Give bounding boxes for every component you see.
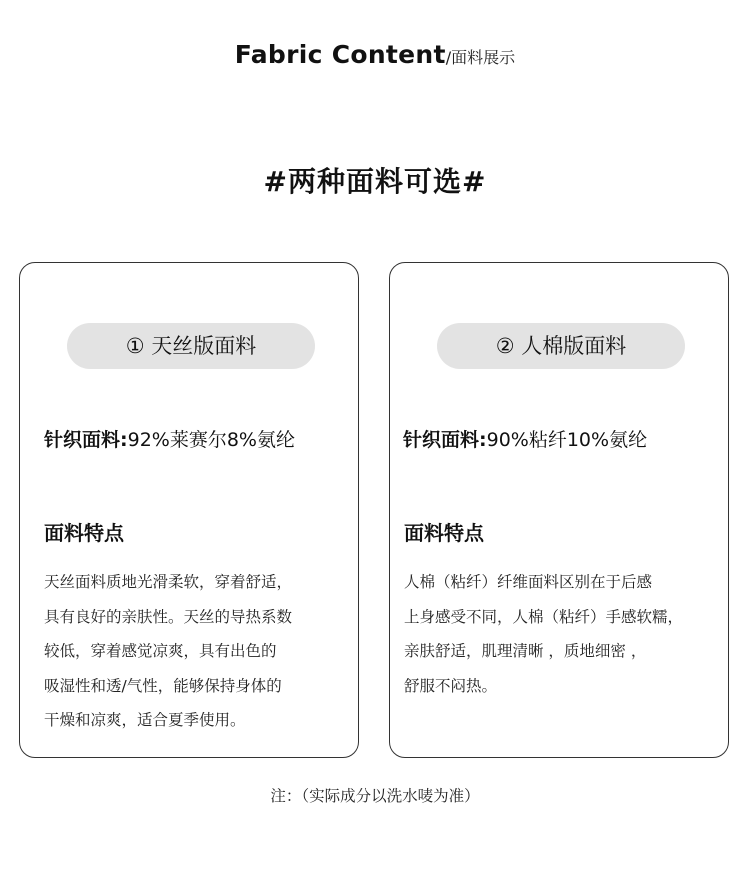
description-line: 天丝面料质地光滑柔软，穿着舒适， (44, 573, 293, 591)
description-line: 具有良好的亲肤性。天丝的导热系数 (44, 607, 293, 626)
description-line: 亲肤舒适，肌理清晰 ，质地细密 ， (404, 642, 647, 660)
feature-title: 面料特点 (404, 521, 484, 545)
page-header (0, 40, 750, 69)
fabric-composition (403, 425, 647, 452)
composition-label: 针织面料: (44, 429, 128, 451)
header-title-cn: /面料展示 (445, 48, 516, 67)
footnote: 注：（实际成分以洗水唛为准） (270, 787, 480, 805)
description-line: 上身感受不同，人棉（粘纤）手感软糯， (404, 607, 684, 626)
fabric-card-rayon (389, 262, 729, 758)
description-line: 人棉（粘纤）纤维面料区别在于后感 (404, 573, 653, 591)
description-line: 干燥和凉爽，适合夏季使用。 (44, 711, 246, 729)
description-line: 较低，穿着感觉凉爽，具有出色的 (44, 642, 277, 660)
composition-value: 92%莱赛尔8%氨纶 (127, 429, 295, 451)
composition-value: 90%粘纤10%氨纶 (486, 429, 648, 451)
fabric-description (44, 565, 349, 738)
feature-title: 面料特点 (44, 521, 124, 545)
composition-label: 针织面料: (403, 429, 487, 451)
fabric-description (404, 565, 729, 703)
fabric-card-tencel (19, 262, 359, 758)
description-line: 舒服不闷热。 (404, 676, 498, 695)
description-line: 吸湿性和透/气性，能够保持身体的 (44, 676, 282, 695)
fabric-badge: ① 天丝版面料 (67, 323, 315, 369)
section-subtitle: #两种面料可选# (263, 165, 487, 198)
header-title-en: Fabric Content (234, 40, 446, 69)
fabric-composition (44, 425, 295, 452)
fabric-badge: ② 人棉版面料 (437, 323, 685, 369)
